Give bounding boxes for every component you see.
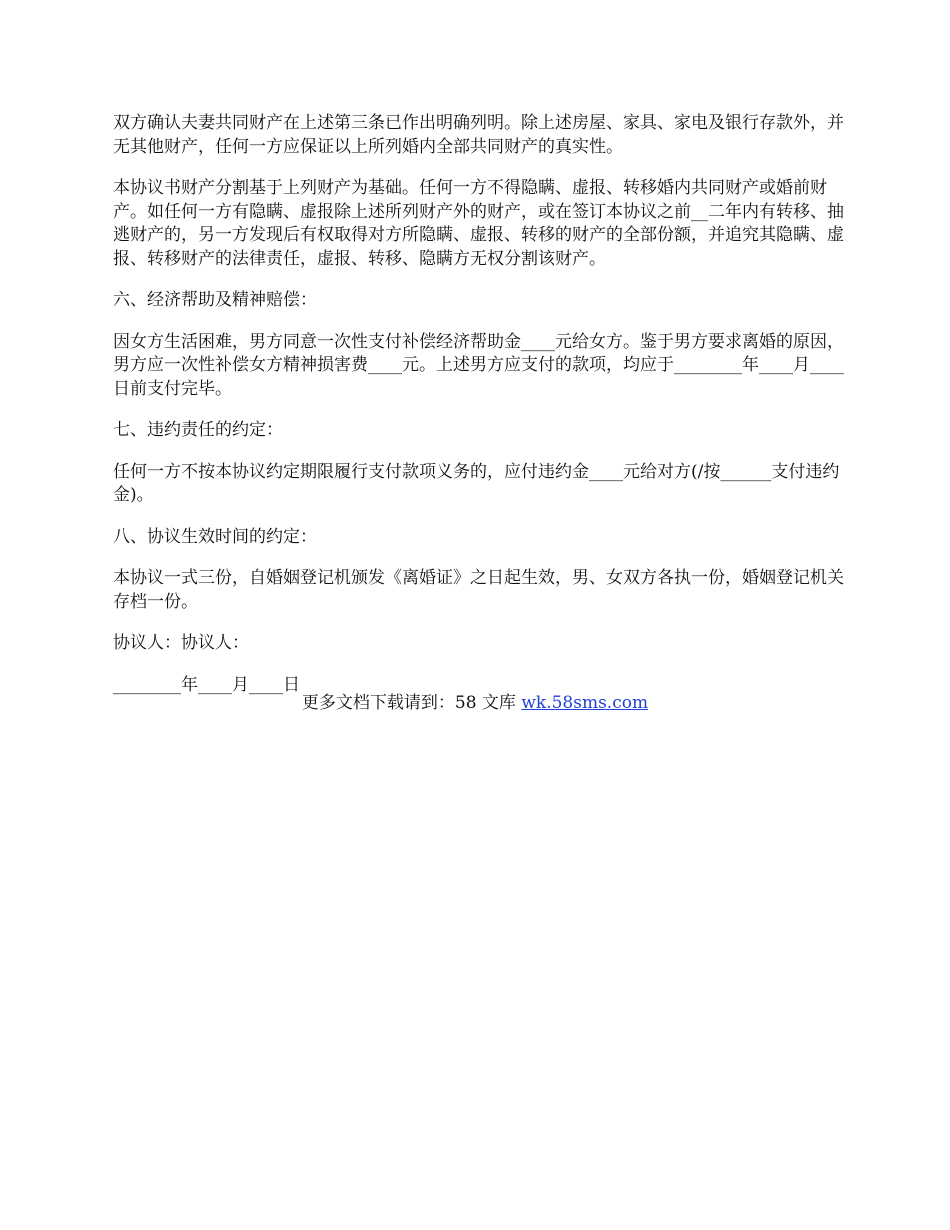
footer-text: 更多文档下载请到：58 文库: [301, 693, 522, 713]
section-heading-effective-time: 八、协议生效时间的约定：: [113, 526, 317, 547]
date-line: ________年____月____日: [113, 674, 300, 695]
paragraph-property-confirmation: 双方确认夫妻共同财产在上述第三条已作出明确列明。除上述房屋、家具、家电及银行存款外，并无其他财产，任何一方应保证以上所列婚内全部共同财产的真实性。: [113, 113, 844, 157]
paragraph-breach: 任何一方不按本协议约定期限履行支付款项义务的，应付违约金____元给对方(/按______支付违约金)。: [113, 461, 840, 505]
section-heading-economic-help: 六、经济帮助及精神赔偿：: [113, 290, 317, 310]
section-heading-breach: 七、违约责任的约定：: [113, 420, 283, 440]
footer-link[interactable]: wk.58sms.com: [521, 693, 649, 713]
signatories-line: 协议人：协议人：: [113, 633, 249, 653]
paragraph-economic-help: 因女方生活困难，男方同意一次性支付补偿经济帮助金____元给女方。鉴于男方要求离婚的原因，男方应一次性补偿女方精神损害费____元。上述男方应支付的款项，均应于________年____月____日前支付完毕。: [113, 331, 844, 399]
paragraph-effective-time: 本协议一式三份，自婚姻登记机颁发《离婚证》之日起生效，男、女双方各执一份，婚姻登记机关存档一份。: [113, 568, 844, 612]
paragraph-property-division: 本协议书财产分割基于上列财产为基础。任何一方不得隐瞒、虚报、转移婚内共同财产或婚前财产。如任何一方有隐瞒、虚报除上述所列财产外的财产，或在签订本协议之前__二年内有转移、抽逃财产的，另一方发现后有权取得对方所隐瞒、虚报、转移的财产的全部份额，并追究其隐瞒、虚报、转移财产的法律责任，虚报、转移、隐瞒方无权分割该财产。: [113, 178, 844, 269]
download-footer: [0, 692, 950, 715]
document-body: [113, 112, 853, 715]
